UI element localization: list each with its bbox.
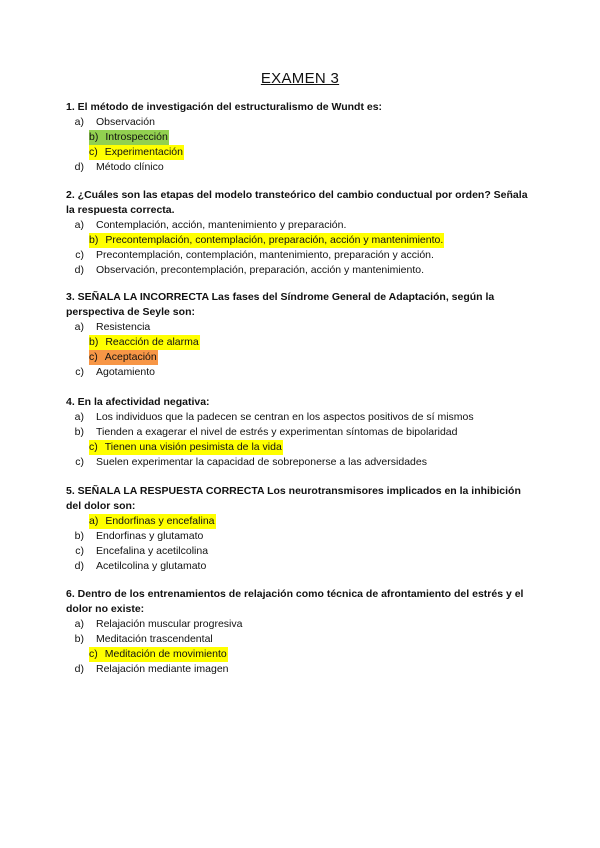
option-text: Experimentación xyxy=(104,146,183,158)
option-label: a) xyxy=(74,219,84,231)
option-label: c) xyxy=(89,351,98,363)
option-text: Precontemplación, contemplación, mantenimiento, preparación y acción. xyxy=(96,249,434,261)
option-label: d) xyxy=(74,663,84,675)
answer-option xyxy=(66,218,536,233)
option-label: c) xyxy=(89,648,98,660)
answer-option xyxy=(66,365,536,380)
option-text: Encefalina y acetilcolina xyxy=(96,545,209,557)
options-list xyxy=(66,115,536,175)
option-text: Observación xyxy=(96,116,155,128)
highlight-mark xyxy=(89,514,216,529)
highlight-mark xyxy=(89,145,184,160)
question-block xyxy=(66,188,536,278)
highlight-mark xyxy=(89,130,169,145)
options-list xyxy=(66,514,536,574)
option-label: d) xyxy=(74,161,84,173)
option-label: c) xyxy=(89,146,98,158)
option-text: Método clínico xyxy=(96,161,164,173)
option-label: b) xyxy=(74,426,84,438)
answer-option xyxy=(66,115,536,130)
question-block xyxy=(66,100,536,175)
answer-option xyxy=(66,632,536,647)
option-label: a) xyxy=(74,411,84,423)
highlight-mark xyxy=(89,335,200,350)
highlighted-option xyxy=(66,145,536,160)
option-text: Endorfinas y glutamato xyxy=(96,530,204,542)
highlighted-option xyxy=(66,130,536,145)
option-label: d) xyxy=(74,560,84,572)
answer-option xyxy=(66,544,536,559)
highlight-mark xyxy=(89,440,283,455)
option-label: b) xyxy=(89,234,99,246)
question-text: 4. En la afectividad negativa: xyxy=(66,396,210,408)
option-text: Relajación mediante imagen xyxy=(96,663,229,675)
highlighted-option xyxy=(66,350,536,365)
highlight-mark xyxy=(89,350,158,365)
option-text: Contemplación, acción, mantenimiento y preparación. xyxy=(96,219,347,231)
question-block xyxy=(66,395,536,470)
option-text: Tienden a exagerar el nivel de estrés y experimentan síntomas de bipolaridad xyxy=(96,426,458,438)
question-text: 6. Dentro de los entrenamientos de relajación como técnica de afrontamiento del estrés y el dolor no existe: xyxy=(66,588,524,615)
question-text: 1. El método de investigación del estructuralismo de Wundt es: xyxy=(66,101,383,113)
option-text: Meditación de movimiento xyxy=(104,648,227,660)
highlighted-option xyxy=(66,233,536,248)
answer-option xyxy=(66,617,536,632)
highlight-mark xyxy=(89,233,444,248)
options-list xyxy=(66,320,536,380)
answer-option xyxy=(66,559,536,574)
answer-option xyxy=(66,529,536,544)
question-block xyxy=(66,484,536,574)
option-text: Agotamiento xyxy=(96,366,155,378)
answer-option xyxy=(66,425,536,440)
option-label: a) xyxy=(74,618,84,630)
option-label: b) xyxy=(74,530,84,542)
options-list xyxy=(66,617,536,677)
option-label: b) xyxy=(89,131,99,143)
option-label: b) xyxy=(89,336,99,348)
highlighted-option xyxy=(66,440,536,455)
option-label: a) xyxy=(74,321,84,333)
option-text: Meditación trascendental xyxy=(96,633,213,645)
question-block xyxy=(66,290,536,380)
option-label: d) xyxy=(74,264,84,276)
option-text: Suelen experimentar la capacidad de sobreponerse a las adversidades xyxy=(96,456,427,468)
option-text: Los individuos que la padecen se centran en los aspectos positivos de sí mismos xyxy=(96,411,474,423)
highlight-mark xyxy=(89,647,228,662)
option-text: Relajación muscular progresiva xyxy=(96,618,243,630)
question-text: 3. SEÑALA LA INCORRECTA Las fases del Síndrome General de Adaptación, según la perspectiva de Seyle son: xyxy=(66,291,495,318)
option-label: c) xyxy=(75,456,84,468)
option-label: c) xyxy=(75,366,84,378)
option-label: c) xyxy=(89,441,98,453)
question-text: 2. ¿Cuáles son las etapas del modelo transteórico del cambio conductual por orden? Señala la respuesta correcta. xyxy=(66,189,528,216)
option-text: Introspección xyxy=(105,131,168,143)
option-label: c) xyxy=(75,545,84,557)
page-title: EXAMEN 3 xyxy=(260,70,340,87)
option-text: Reacción de alarma xyxy=(105,336,199,348)
answer-option xyxy=(66,160,536,175)
option-text: Resistencia xyxy=(96,321,151,333)
option-text: Observación, precontemplación, preparación, acción y mantenimiento. xyxy=(96,264,425,276)
answer-option xyxy=(66,320,536,335)
option-label: b) xyxy=(74,633,84,645)
answer-option xyxy=(66,662,536,677)
question-text: 5. SEÑALA LA RESPUESTA CORRECTA Los neurotransmisores implicados en la inhibición del dolor son: xyxy=(66,485,521,512)
option-text: Aceptación xyxy=(104,351,157,363)
option-text: Endorfinas y encefalina xyxy=(105,515,215,527)
option-label: a) xyxy=(89,515,99,527)
highlighted-option xyxy=(66,514,536,529)
highlighted-option xyxy=(66,647,536,662)
answer-option xyxy=(66,248,536,263)
option-label: c) xyxy=(75,249,84,261)
options-list xyxy=(66,218,536,278)
highlighted-option xyxy=(66,335,536,350)
options-list xyxy=(66,410,536,470)
option-label: a) xyxy=(74,116,84,128)
answer-option xyxy=(66,263,536,278)
answer-option xyxy=(66,410,536,425)
option-text: Acetilcolina y glutamato xyxy=(96,560,207,572)
question-block xyxy=(66,587,536,677)
option-text: Precontemplación, contemplación, preparación, acción y mantenimiento. xyxy=(105,234,444,246)
answer-option xyxy=(66,455,536,470)
option-text: Tienen una visión pesimista de la vida xyxy=(104,441,282,453)
